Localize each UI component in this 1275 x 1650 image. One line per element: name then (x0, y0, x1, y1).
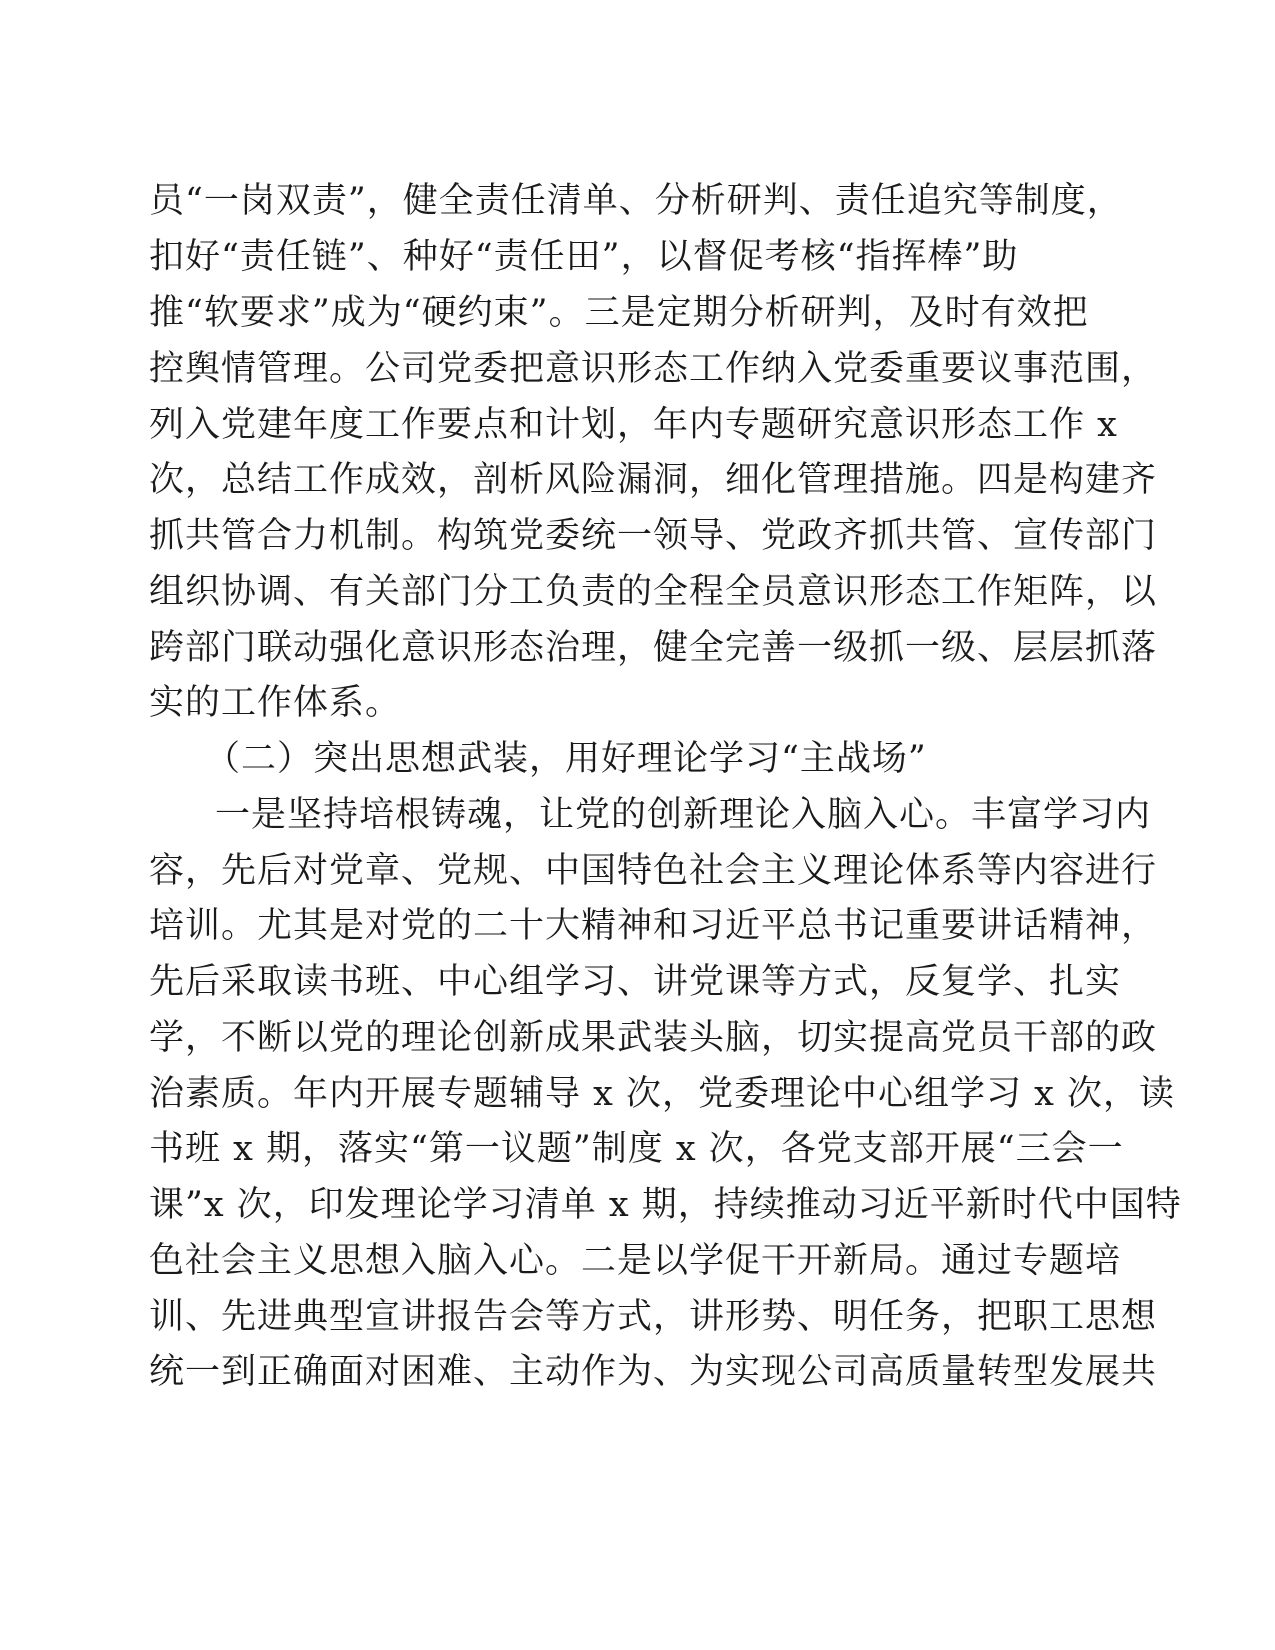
text-line: 控舆情管理。公司党委把意识形态工作纳入党委重要议事范围， (149, 349, 1158, 389)
text-line: 治素质。年内开展专题辅导 x 次，党委理论中心组学习 x 次，读 (149, 1074, 1175, 1114)
text-line: 次，总结工作成效，剖析风险漏洞，细化管理措施。四是构建齐 (149, 460, 1158, 500)
paragraph-first-line: 一是坚持培根铸魂，让党的创新理论入脑入心。丰富学习内 (215, 795, 1152, 835)
text-line: 书班 x 期，落实“第一议题”制度 x 次，各党支部开展“三会一 (149, 1129, 1124, 1169)
text-line: 课”x 次，印发理论学习清单 x 期，持续推动习近平新时代中国特 (149, 1185, 1182, 1225)
text-line: 推“软要求”成为“硬约束”。三是定期分析研判，及时有效把 (149, 293, 1089, 333)
text-line: 列入党建年度工作要点和计划，年内专题研究意识形态工作 x (149, 405, 1118, 445)
text-line: 抓共管合力机制。构筑党委统一领导、党政齐抓共管、宣传部门 (149, 516, 1158, 556)
text-line: 训、先进典型宣讲报告会等方式，讲形势、明任务，把职工思想 (149, 1297, 1158, 1337)
text-line: 培训。尤其是对党的二十大精神和习近平总书记重要讲话精神， (149, 906, 1158, 946)
text-line: 色社会主义思想入脑入心。二是以学促干开新局。通过专题培 (149, 1241, 1122, 1281)
text-line: 组织协调、有关部门分工负责的全程全员意识形态工作矩阵，以 (149, 572, 1158, 612)
text-line: 先后采取读书班、中心组学习、讲党课等方式，反复学、扎实 (149, 962, 1122, 1002)
text-line: 容，先后对党章、党规、中国特色社会主义理论体系等内容进行 (149, 851, 1158, 891)
text-line: 扣好“责任链”、种好“责任田”，以督促考核“指挥棒”助 (149, 237, 1019, 277)
text-line: 跨部门联动强化意识形态治理，健全完善一级抓一级、层层抓落 (149, 628, 1158, 668)
section-heading: （二）突出思想武装，用好理论学习“主战场” (205, 739, 927, 779)
text-line: 员“一岗双责”，健全责任清单、分析研判、责任追究等制度， (149, 181, 1123, 221)
text-line: 统一到正确面对困难、主动作为、为实现公司高质量转型发展共 (149, 1352, 1158, 1392)
text-line: 学，不断以党的理论创新成果武装头脑，切实提高党员干部的政 (149, 1018, 1158, 1058)
text-line: 实的工作体系。 (149, 683, 402, 723)
